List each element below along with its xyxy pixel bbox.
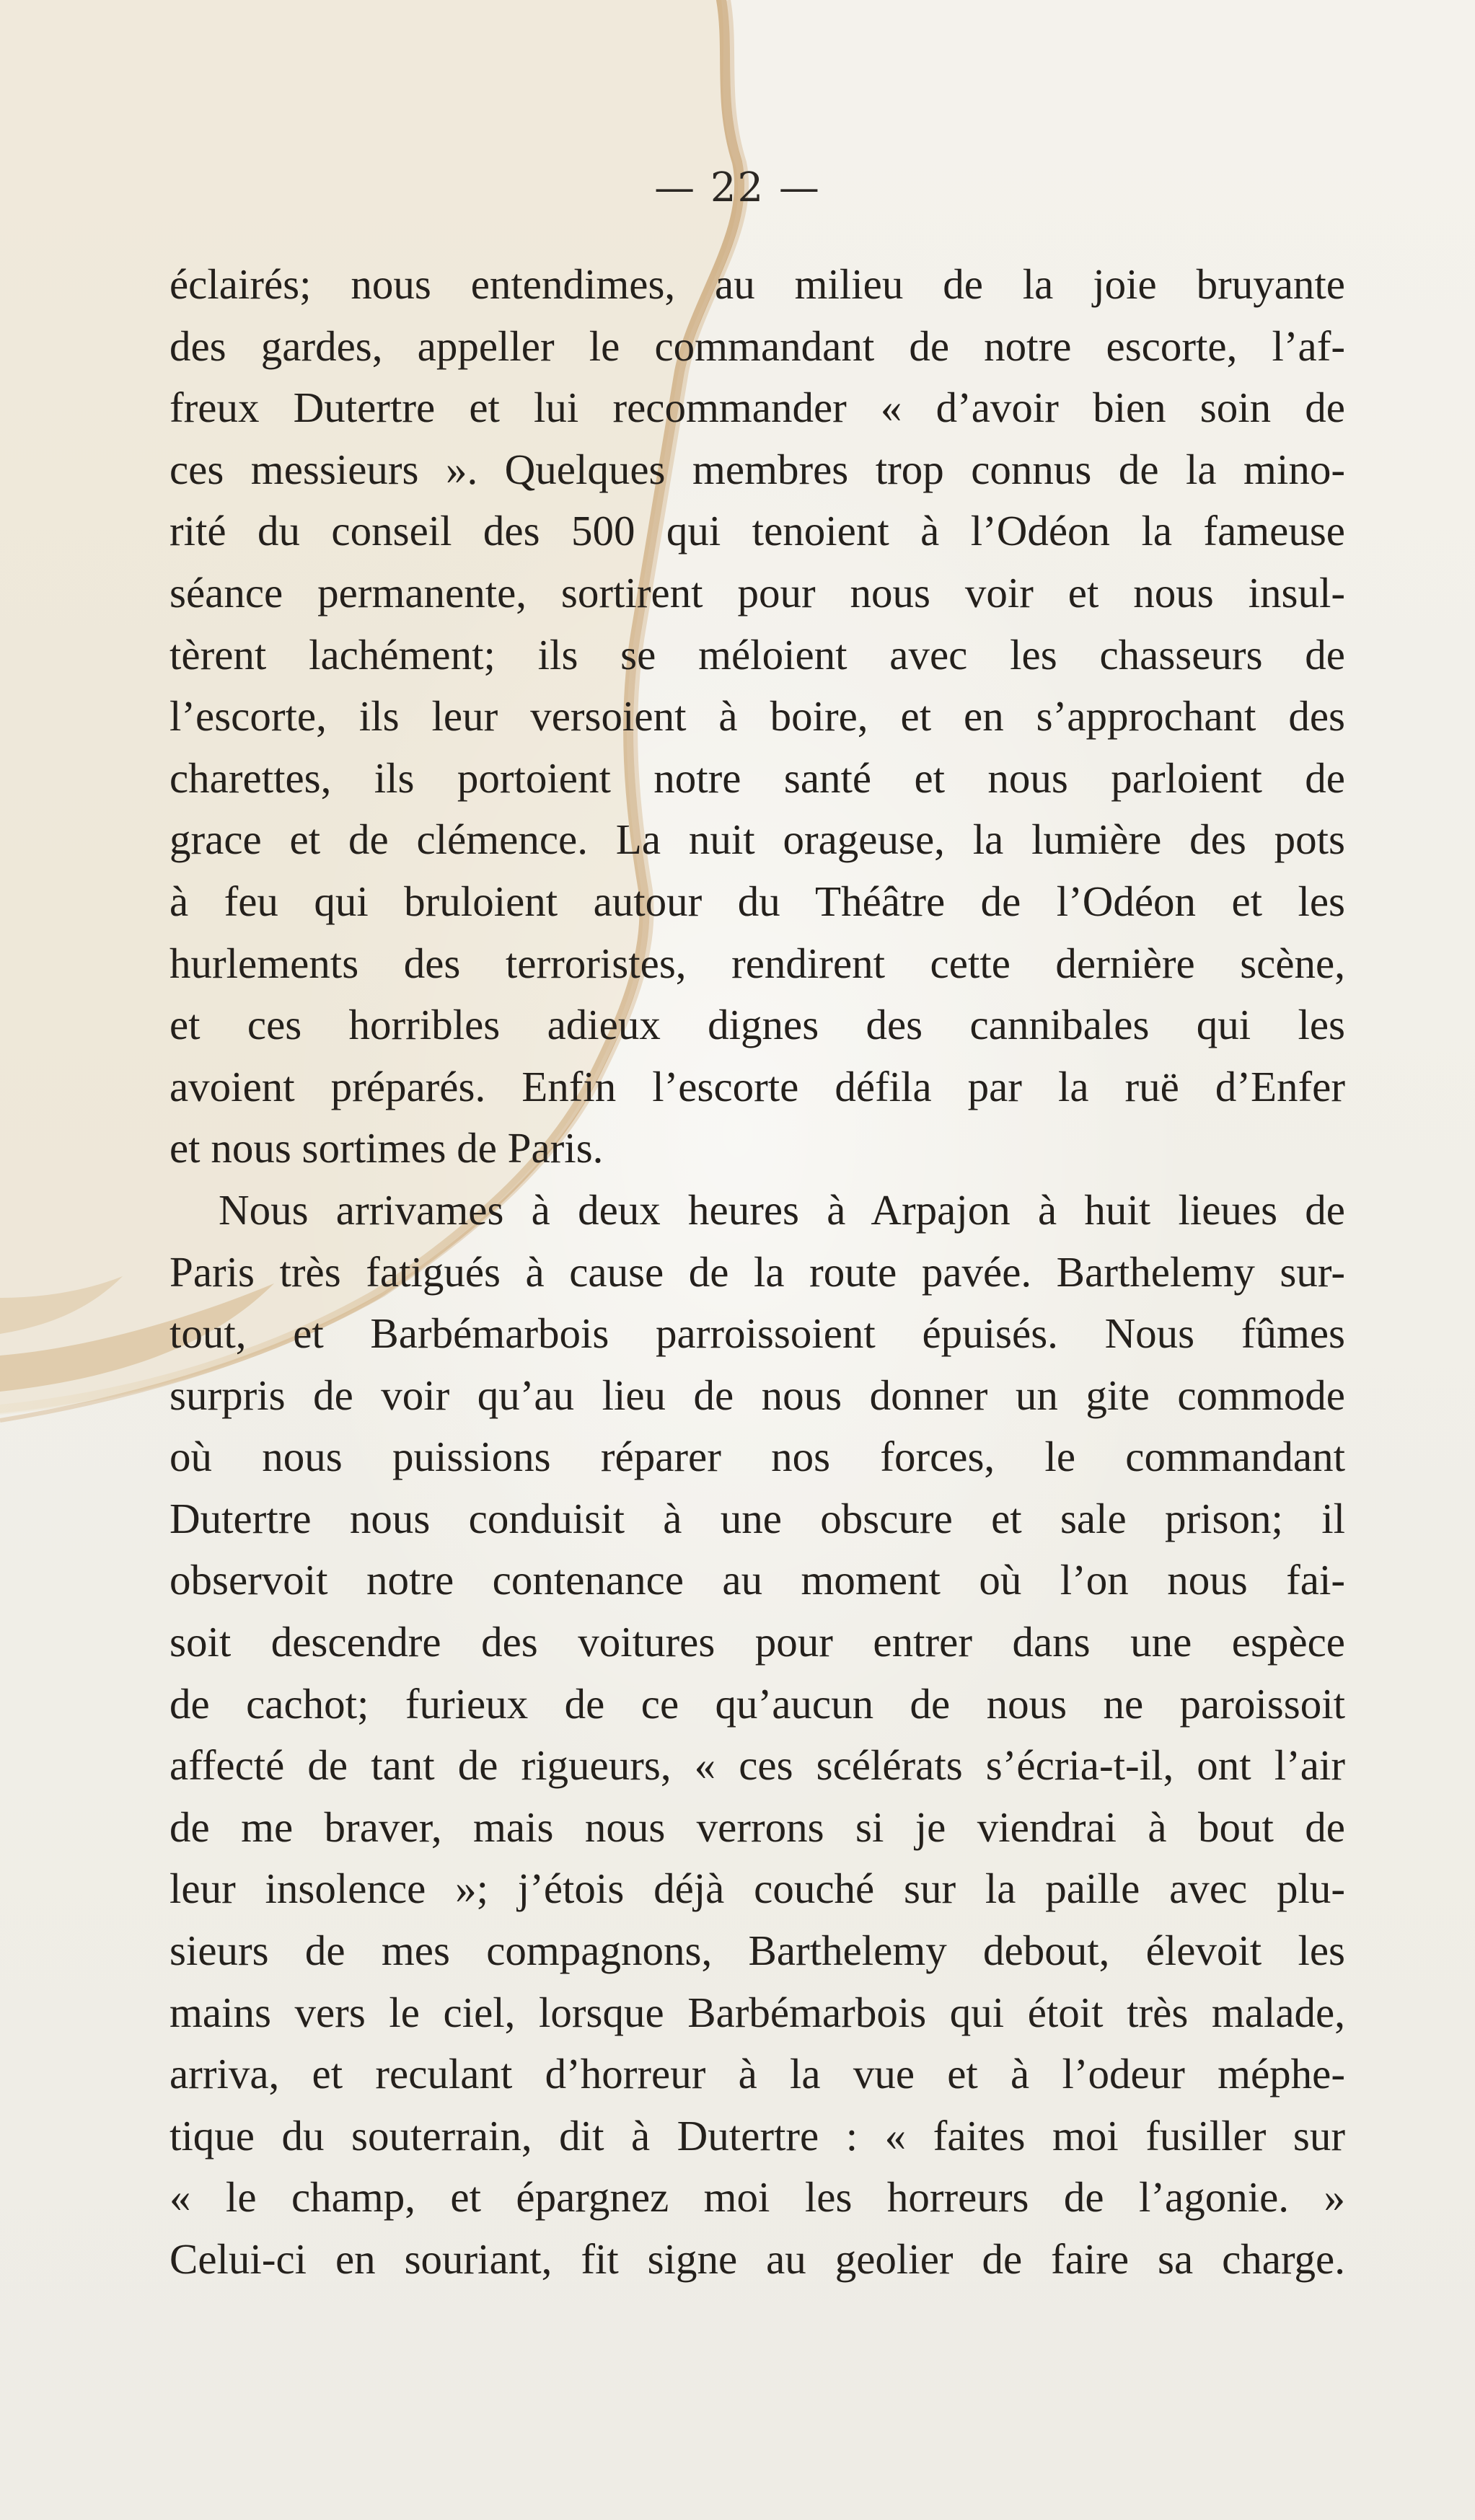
text-line: hurlements des terroristes, rendirent cette dernière scène, xyxy=(169,939,1345,987)
text-line: de cachot; furieux de ce qu’aucun de nous ne paroissoit xyxy=(169,1679,1345,1728)
text-line: séance permanente, sortirent pour nous voir et nous insul- xyxy=(169,568,1345,616)
text-line: et nous sortimes de Paris. xyxy=(169,1124,604,1172)
text-line: et ces horribles adieux dignes des cannibales qui les xyxy=(169,1001,1345,1049)
text-line: arriva, et reculant d’horreur à la vue et à l’odeur méphe- xyxy=(169,2050,1345,2098)
text-line: tout, et Barbémarbois parroissoient épuisés. Nous fûmes xyxy=(169,1309,1345,1358)
text-line: de me braver, mais nous verrons si je viendrai à bout de xyxy=(169,1803,1345,1851)
text-line: Celui-ci en souriant, fit signe au geolier de faire sa charge. xyxy=(169,2235,1345,2283)
text-line: freux Dutertre et lui recommander « d’avoir bien soin de xyxy=(169,384,1345,432)
text-line: ces messieurs ». Quelques membres trop connus de la mino- xyxy=(169,445,1345,493)
text-line: rité du conseil des 500 qui tenoient à l’Odéon la fameuse xyxy=(169,507,1345,555)
text-line: grace et de clémence. La nuit orageuse, la lumière des pots xyxy=(169,815,1345,864)
text-line: l’escorte, ils leur versoient à boire, et en s’approchant des xyxy=(169,692,1345,740)
text-line: à feu qui bruloient autour du Théâtre de l’Odéon et les xyxy=(169,877,1345,925)
text-line: avoient préparés. Enfin l’escorte défila par la ruë d’Enfer xyxy=(169,1062,1345,1110)
paragraph xyxy=(169,254,1345,1180)
body-text xyxy=(169,254,1345,2291)
text-line: soit descendre des voitures pour entrer dans une espèce xyxy=(169,1618,1345,1666)
text-line: tèrent lachément; ils se méloient avec les chasseurs de xyxy=(169,630,1345,678)
text-line: où nous puissions réparer nos forces, le commandant xyxy=(169,1433,1345,1481)
page-number: — 22 — xyxy=(654,164,821,211)
text-line: Paris très fatigués à cause de la route pavée. Barthelemy sur- xyxy=(169,1247,1345,1296)
text-line: charettes, ils portoient notre santé et nous parloient de xyxy=(169,753,1345,802)
text-line: « le champ, et épargnez moi les horreurs de l’agonie. » xyxy=(169,2173,1345,2221)
text-line: éclairés; nous entendimes, au milieu de la joie bruyante xyxy=(169,260,1345,308)
text-line: des gardes, appeller le commandant de notre escorte, l’af- xyxy=(169,322,1345,370)
text-line: mains vers le ciel, lorsque Barbémarbois qui étoit très malade, xyxy=(169,1988,1345,2036)
text-line: tique du souterrain, dit à Dutertre : « faites moi fusiller sur xyxy=(169,2111,1345,2159)
text-line: leur insolence »; j’étois déjà couché sur la paille avec plu- xyxy=(169,1865,1345,1913)
text-line: sieurs de mes compagnons, Barthelemy debout, élevoit les xyxy=(169,1927,1345,1975)
text-line: affecté de tant de rigueurs, « ces scélérats s’écria-t-il, ont l’air xyxy=(169,1741,1345,1790)
paragraph xyxy=(169,1180,1345,2291)
text-line: Nous arrivames à deux heures à Arpajon à huit lieues de xyxy=(219,1185,1345,1234)
text-line: surpris de voir qu’au lieu de nous donner un gite commode xyxy=(169,1371,1345,1419)
text-line: Dutertre nous conduisit à une obscure et sale prison; il xyxy=(169,1494,1345,1542)
text-line: observoit notre contenance au moment où l’on nous fai- xyxy=(169,1556,1345,1604)
